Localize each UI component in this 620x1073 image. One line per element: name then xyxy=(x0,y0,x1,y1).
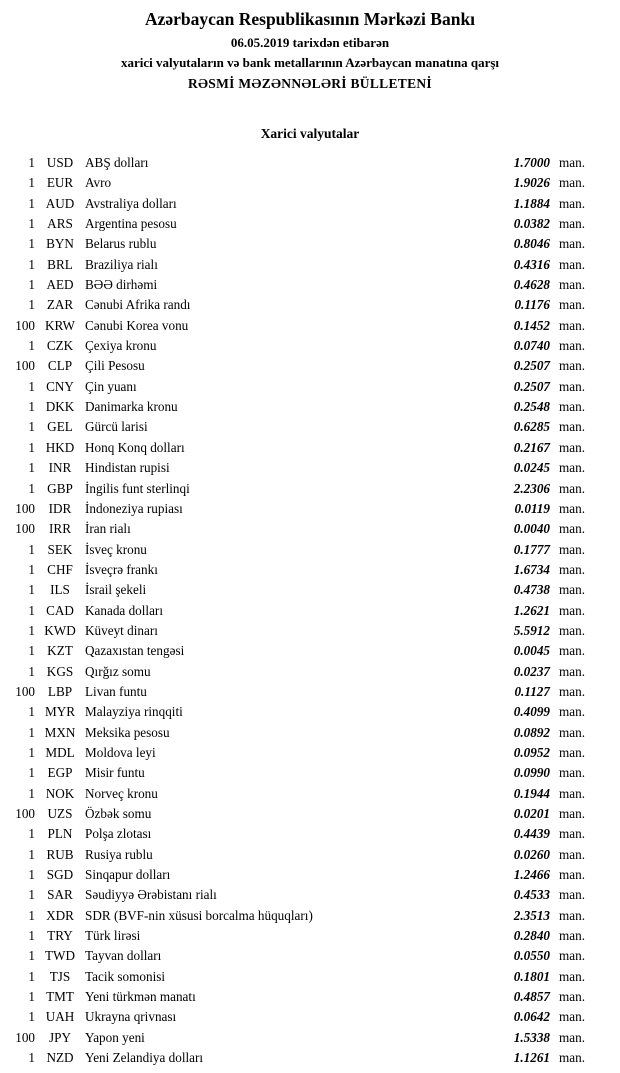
currency-name: Yeni türkmən manatı xyxy=(85,989,196,1005)
currency-code: LBP xyxy=(47,683,73,699)
currency-name: Malayziya rinqqiti xyxy=(85,704,183,720)
currency-name: Yeni Zelandiya dolları xyxy=(85,1050,204,1066)
currency-quantity: 1 xyxy=(28,704,35,720)
currency-name: İndoneziya rupiası xyxy=(85,500,183,516)
currency-code: MXN xyxy=(44,724,76,740)
manat-unit-label: man. xyxy=(559,704,586,720)
currency-quantity: 1 xyxy=(28,907,35,923)
currency-rate: 0.0382 xyxy=(513,216,550,232)
currency-row xyxy=(0,702,620,722)
currency-row xyxy=(0,417,620,437)
currency-code: ILS xyxy=(50,582,70,598)
currency-name: İngilis funt sterlinqi xyxy=(85,480,190,496)
currency-row xyxy=(0,499,620,519)
currency-row xyxy=(0,865,620,885)
currency-code: JPY xyxy=(49,1029,71,1045)
currency-row xyxy=(0,926,620,946)
manat-unit-label: man. xyxy=(559,236,586,252)
currency-quantity: 1 xyxy=(28,338,35,354)
manat-unit-label: man. xyxy=(559,622,586,638)
currency-quantity: 1 xyxy=(28,1009,35,1025)
currency-code: NZD xyxy=(46,1050,74,1066)
currency-row xyxy=(0,275,620,295)
currency-rate: 0.0119 xyxy=(514,500,550,516)
currency-row xyxy=(0,784,620,804)
manat-unit-label: man. xyxy=(559,887,586,903)
effective-date-line: 06.05.2019 tarixdən etibarən xyxy=(230,35,390,50)
manat-unit-label: man. xyxy=(559,683,586,699)
currency-name: Kanada dolları xyxy=(85,602,163,618)
currency-rate: 0.4439 xyxy=(513,826,550,842)
currency-row xyxy=(0,397,620,417)
currency-rate: 0.1452 xyxy=(513,317,550,333)
currency-code: MDL xyxy=(45,744,75,760)
currency-name: Tayvan dolları xyxy=(85,948,162,964)
currency-name: Rusiya rublu xyxy=(85,846,153,862)
currency-row xyxy=(0,316,620,336)
currency-rate: 0.0245 xyxy=(513,460,550,476)
currency-quantity: 1 xyxy=(28,175,35,191)
currency-name: SDR (BVF-nin xüsusi borcalma hüquqları) xyxy=(85,907,313,923)
currency-quantity: 100 xyxy=(15,317,35,333)
currency-rate: 0.1801 xyxy=(513,968,550,984)
currency-quantity: 1 xyxy=(28,948,35,964)
currency-name: Belarus rublu xyxy=(85,236,157,252)
currency-rate: 0.0237 xyxy=(513,663,550,679)
currency-row xyxy=(0,946,620,966)
currency-row xyxy=(0,560,620,580)
currency-rate: 1.2466 xyxy=(513,867,550,883)
manat-unit-label: man. xyxy=(559,500,586,516)
currency-row xyxy=(0,763,620,783)
currency-rate: 0.4316 xyxy=(513,256,550,272)
manat-unit-label: man. xyxy=(559,846,586,862)
manat-unit-label: man. xyxy=(559,480,586,496)
currency-quantity: 1 xyxy=(28,846,35,862)
currency-code: DKK xyxy=(45,399,75,415)
currency-quantity: 1 xyxy=(28,155,35,170)
currency-code: EGP xyxy=(47,765,73,781)
currency-code: INR xyxy=(48,460,72,476)
manat-unit-label: man. xyxy=(559,460,586,476)
currency-quantity: 1 xyxy=(28,419,35,435)
currency-rate: 0.2507 xyxy=(513,378,550,394)
currency-quantity: 1 xyxy=(28,541,35,557)
currency-row xyxy=(0,906,620,926)
currency-row xyxy=(0,662,620,682)
manat-unit-label: man. xyxy=(559,1029,586,1045)
currency-quantity: 1 xyxy=(28,480,35,496)
bulletin-title: RƏSMİ MƏZƏNNƏLƏRİ BÜLLETENİ xyxy=(187,76,432,91)
currency-code: KZT xyxy=(47,643,73,659)
currency-code: AUD xyxy=(45,195,75,211)
manat-unit-label: man. xyxy=(559,643,586,659)
currency-name: İsrail şekeli xyxy=(85,582,147,598)
currency-name: Gürcü larisi xyxy=(85,419,148,435)
currency-quantity: 1 xyxy=(28,216,35,232)
currency-row xyxy=(0,824,620,844)
currency-rate: 1.1261 xyxy=(513,1050,550,1066)
currency-name: Qırğız somu xyxy=(85,663,151,679)
currency-quantity: 1 xyxy=(28,297,35,313)
currency-code: AED xyxy=(46,277,74,293)
currency-code: UAH xyxy=(45,1009,75,1025)
currency-name: İsveçrə frankı xyxy=(85,561,158,577)
currency-rate: 1.2621 xyxy=(513,602,550,618)
currency-quantity: 1 xyxy=(28,765,35,781)
currency-rate-table xyxy=(0,153,620,1068)
currency-rate: 0.2507 xyxy=(513,358,550,374)
currency-quantity: 1 xyxy=(28,582,35,598)
currency-name: Türk lirəsi xyxy=(85,928,141,944)
currency-code: SGD xyxy=(46,867,74,883)
manat-unit-label: man. xyxy=(559,744,586,760)
currency-row xyxy=(0,885,620,905)
currency-rate: 0.4857 xyxy=(513,989,550,1005)
manat-unit-label: man. xyxy=(559,806,586,821)
currency-quantity: 100 xyxy=(15,806,35,821)
currency-rate: 5.5912 xyxy=(513,622,550,638)
currency-quantity: 1 xyxy=(28,968,35,984)
currency-rate: 0.4628 xyxy=(513,277,550,293)
manat-unit-label: man. xyxy=(559,602,586,618)
currency-quantity: 1 xyxy=(28,826,35,842)
currency-name: Meksika pesosu xyxy=(85,724,170,740)
manat-unit-label: man. xyxy=(559,561,586,577)
manat-unit-label: man. xyxy=(559,175,586,191)
currency-rate: 0.0550 xyxy=(513,948,550,964)
currency-name: Argentina pesosu xyxy=(85,216,177,232)
currency-code: KGS xyxy=(46,663,74,679)
currency-row xyxy=(0,804,620,824)
currency-quantity: 1 xyxy=(28,602,35,618)
currency-row xyxy=(0,1007,620,1027)
currency-name: BƏƏ dirhəmi xyxy=(85,277,158,293)
currency-rate: 0.8046 xyxy=(513,236,550,252)
currency-name: Yapon yeni xyxy=(85,1029,145,1045)
currency-row xyxy=(0,743,620,763)
currency-quantity: 1 xyxy=(28,663,35,679)
currency-code: SEK xyxy=(47,541,73,557)
manat-unit-label: man. xyxy=(559,867,586,883)
currency-quantity: 1 xyxy=(28,378,35,394)
currency-row xyxy=(0,295,620,315)
manat-unit-label: man. xyxy=(559,1009,586,1025)
manat-unit-label: man. xyxy=(559,928,586,944)
currency-row xyxy=(0,458,620,478)
currency-code: TWD xyxy=(44,948,76,964)
currency-row xyxy=(0,255,620,275)
currency-name: Sinqapur dolları xyxy=(85,867,171,883)
currency-row xyxy=(0,641,620,661)
currency-name: Tacik somonisi xyxy=(85,968,166,984)
manat-unit-label: man. xyxy=(559,541,586,557)
currency-rate: 1.6734 xyxy=(513,561,550,577)
currency-rate: 0.1777 xyxy=(513,541,550,557)
currency-quantity: 1 xyxy=(28,561,35,577)
currency-code: MYR xyxy=(44,704,76,720)
currency-quantity: 100 xyxy=(15,521,35,537)
manat-unit-label: man. xyxy=(559,663,586,679)
currency-rate: 2.3513 xyxy=(513,907,550,923)
currency-code: TJS xyxy=(49,968,71,984)
currency-quantity: 1 xyxy=(28,989,35,1005)
currency-name: Özbək somu xyxy=(85,806,152,821)
currency-quantity: 1 xyxy=(28,928,35,944)
currency-rate: 0.0740 xyxy=(513,338,550,354)
currency-rate: 0.2167 xyxy=(513,439,550,455)
section-title-foreign-currencies: Xarici valyutalar xyxy=(260,126,360,141)
currency-code: KWD xyxy=(44,622,76,638)
manat-unit-label: man. xyxy=(559,1050,586,1066)
scope-line: xarici valyutaların və bank metallarının Azərbaycan manatına qarşı xyxy=(120,55,500,70)
currency-quantity: 1 xyxy=(28,887,35,903)
manat-unit-label: man. xyxy=(559,439,586,455)
currency-rate: 0.4738 xyxy=(513,582,550,598)
manat-unit-label: man. xyxy=(559,358,586,374)
currency-row xyxy=(0,1028,620,1048)
currency-quantity: 1 xyxy=(28,643,35,659)
currency-quantity: 1 xyxy=(28,460,35,476)
manat-unit-label: man. xyxy=(559,195,586,211)
manat-unit-label: man. xyxy=(559,724,586,740)
currency-code: CHF xyxy=(47,561,73,577)
currency-quantity: 1 xyxy=(28,256,35,272)
currency-name: Honq Konq dolları xyxy=(85,439,185,455)
currency-rate: 0.6285 xyxy=(513,419,550,435)
currency-quantity: 1 xyxy=(28,439,35,455)
currency-rate: 2.2306 xyxy=(513,480,550,496)
manat-unit-label: man. xyxy=(559,968,586,984)
currency-row xyxy=(0,845,620,865)
currency-code: GBP xyxy=(47,480,73,496)
currency-name: Danimarka kronu xyxy=(85,399,178,415)
currency-row xyxy=(0,173,620,193)
manat-unit-label: man. xyxy=(559,521,586,537)
currency-quantity: 1 xyxy=(28,724,35,740)
currency-quantity: 1 xyxy=(28,744,35,760)
currency-row xyxy=(0,479,620,499)
currency-name: Avro xyxy=(85,175,112,191)
currency-code: XDR xyxy=(46,907,74,923)
currency-code: CZK xyxy=(46,338,74,354)
currency-row xyxy=(0,153,620,173)
currency-code: CAD xyxy=(46,602,74,618)
currency-quantity: 100 xyxy=(15,1029,35,1045)
currency-quantity: 1 xyxy=(28,785,35,801)
currency-rate: 0.1127 xyxy=(514,683,550,699)
manat-unit-label: man. xyxy=(559,338,586,354)
currency-row xyxy=(0,377,620,397)
manat-unit-label: man. xyxy=(559,989,586,1005)
currency-row xyxy=(0,580,620,600)
currency-rate: 0.0045 xyxy=(513,643,550,659)
currency-name: Ukrayna qrivnası xyxy=(85,1009,177,1025)
currency-name: Çili Pesosu xyxy=(85,358,145,374)
currency-rate: 1.5338 xyxy=(513,1029,550,1045)
currency-code: IRR xyxy=(49,521,71,537)
currency-row xyxy=(0,214,620,234)
currency-quantity: 1 xyxy=(28,195,35,211)
currency-code: PLN xyxy=(47,826,73,842)
currency-quantity: 100 xyxy=(15,500,35,516)
currency-rate: 0.0952 xyxy=(513,744,550,760)
currency-name: Cənubi Afrika randı xyxy=(85,297,191,313)
currency-code: ZAR xyxy=(46,297,74,313)
currency-name: Livan funtu xyxy=(85,683,147,699)
currency-row xyxy=(0,234,620,254)
currency-rate: 0.1944 xyxy=(513,785,550,801)
currency-name: Braziliya rialı xyxy=(85,256,158,272)
currency-row xyxy=(0,621,620,641)
currency-name: Çexiya kronu xyxy=(85,338,157,354)
currency-code: UZS xyxy=(47,806,73,821)
currency-code: ARS xyxy=(47,216,73,232)
currency-rate: 0.0040 xyxy=(513,521,550,537)
manat-unit-label: man. xyxy=(559,582,586,598)
manat-unit-label: man. xyxy=(559,785,586,801)
currency-name: Avstraliya dolları xyxy=(85,195,177,211)
manat-unit-label: man. xyxy=(559,826,586,842)
currency-code: GEL xyxy=(47,419,73,435)
manat-unit-label: man. xyxy=(559,907,586,923)
currency-quantity: 1 xyxy=(28,399,35,415)
currency-rate: 0.2840 xyxy=(513,928,550,944)
currency-rate: 0.0260 xyxy=(513,846,550,862)
currency-rate: 0.0642 xyxy=(513,1009,550,1025)
currency-code: USD xyxy=(46,155,74,170)
currency-code: EUR xyxy=(46,175,74,191)
currency-row xyxy=(0,723,620,743)
currency-code: HKD xyxy=(45,439,75,455)
currency-rate: 0.2548 xyxy=(513,399,550,415)
currency-quantity: 100 xyxy=(15,683,35,699)
currency-code: RUB xyxy=(46,846,74,862)
manat-unit-label: man. xyxy=(559,399,586,415)
currency-rate: 1.1884 xyxy=(513,195,550,211)
currency-quantity: 1 xyxy=(28,236,35,252)
currency-quantity: 1 xyxy=(28,867,35,883)
currency-code: BYN xyxy=(46,236,74,252)
manat-unit-label: man. xyxy=(559,277,586,293)
currency-name: Moldova leyi xyxy=(85,744,156,760)
currency-quantity: 1 xyxy=(28,1050,35,1066)
currency-quantity: 1 xyxy=(28,622,35,638)
currency-code: BRL xyxy=(47,256,73,272)
currency-row xyxy=(0,438,620,458)
currency-rate: 1.9026 xyxy=(513,175,550,191)
currency-name: ABŞ dolları xyxy=(85,155,149,170)
manat-unit-label: man. xyxy=(559,297,586,313)
currency-name: İran rialı xyxy=(85,521,131,537)
manat-unit-label: man. xyxy=(559,216,586,232)
currency-rate: 1.7000 xyxy=(513,155,550,170)
currency-rate: 0.4099 xyxy=(513,704,550,720)
bulletin-header xyxy=(0,8,620,95)
currency-code: IDR xyxy=(48,500,72,516)
currency-row xyxy=(0,1048,620,1068)
currency-rate: 0.4533 xyxy=(513,887,550,903)
currency-rate: 0.1176 xyxy=(514,297,550,313)
currency-code: CLP xyxy=(47,358,73,374)
manat-unit-label: man. xyxy=(559,155,586,170)
currency-name: İsveç kronu xyxy=(85,541,147,557)
currency-name: Misir funtu xyxy=(85,765,145,781)
currency-code: TMT xyxy=(46,989,74,1005)
manat-unit-label: man. xyxy=(559,765,586,781)
currency-row xyxy=(0,967,620,987)
currency-row xyxy=(0,682,620,702)
currency-name: Qazaxıstan tengəsi xyxy=(85,643,185,659)
currency-name: Polşa zlotası xyxy=(85,826,152,842)
currency-row xyxy=(0,336,620,356)
bank-title: Azərbaycan Respublikasının Mərkəzi Bankı xyxy=(144,9,476,29)
currency-row xyxy=(0,519,620,539)
currency-row xyxy=(0,194,620,214)
currency-rate: 0.0201 xyxy=(513,806,550,821)
currency-code: KRW xyxy=(44,317,76,333)
currency-rate: 0.0892 xyxy=(513,724,550,740)
currency-code: TRY xyxy=(47,928,73,944)
currency-quantity: 100 xyxy=(15,358,35,374)
currency-name: Hindistan rupisi xyxy=(85,460,170,476)
currency-row xyxy=(0,540,620,560)
manat-unit-label: man. xyxy=(559,419,586,435)
currency-name: Səudiyyə Ərəbistanı rialı xyxy=(85,887,217,903)
currency-row xyxy=(0,601,620,621)
currency-name: Cənubi Korea vonu xyxy=(85,317,189,333)
currency-code: NOK xyxy=(45,785,75,801)
manat-unit-label: man. xyxy=(559,317,586,333)
currency-rate: 0.0990 xyxy=(513,765,550,781)
currency-quantity: 1 xyxy=(28,277,35,293)
currency-code: SAR xyxy=(47,887,73,903)
currency-name: Çin yuanı xyxy=(85,378,137,394)
currency-code: CNY xyxy=(46,378,74,394)
currency-name: Küveyt dinarı xyxy=(85,622,158,638)
manat-unit-label: man. xyxy=(559,256,586,272)
currency-row xyxy=(0,987,620,1007)
currency-row xyxy=(0,356,620,376)
currency-name: Norveç kronu xyxy=(85,785,158,801)
manat-unit-label: man. xyxy=(559,948,586,964)
manat-unit-label: man. xyxy=(559,378,586,394)
